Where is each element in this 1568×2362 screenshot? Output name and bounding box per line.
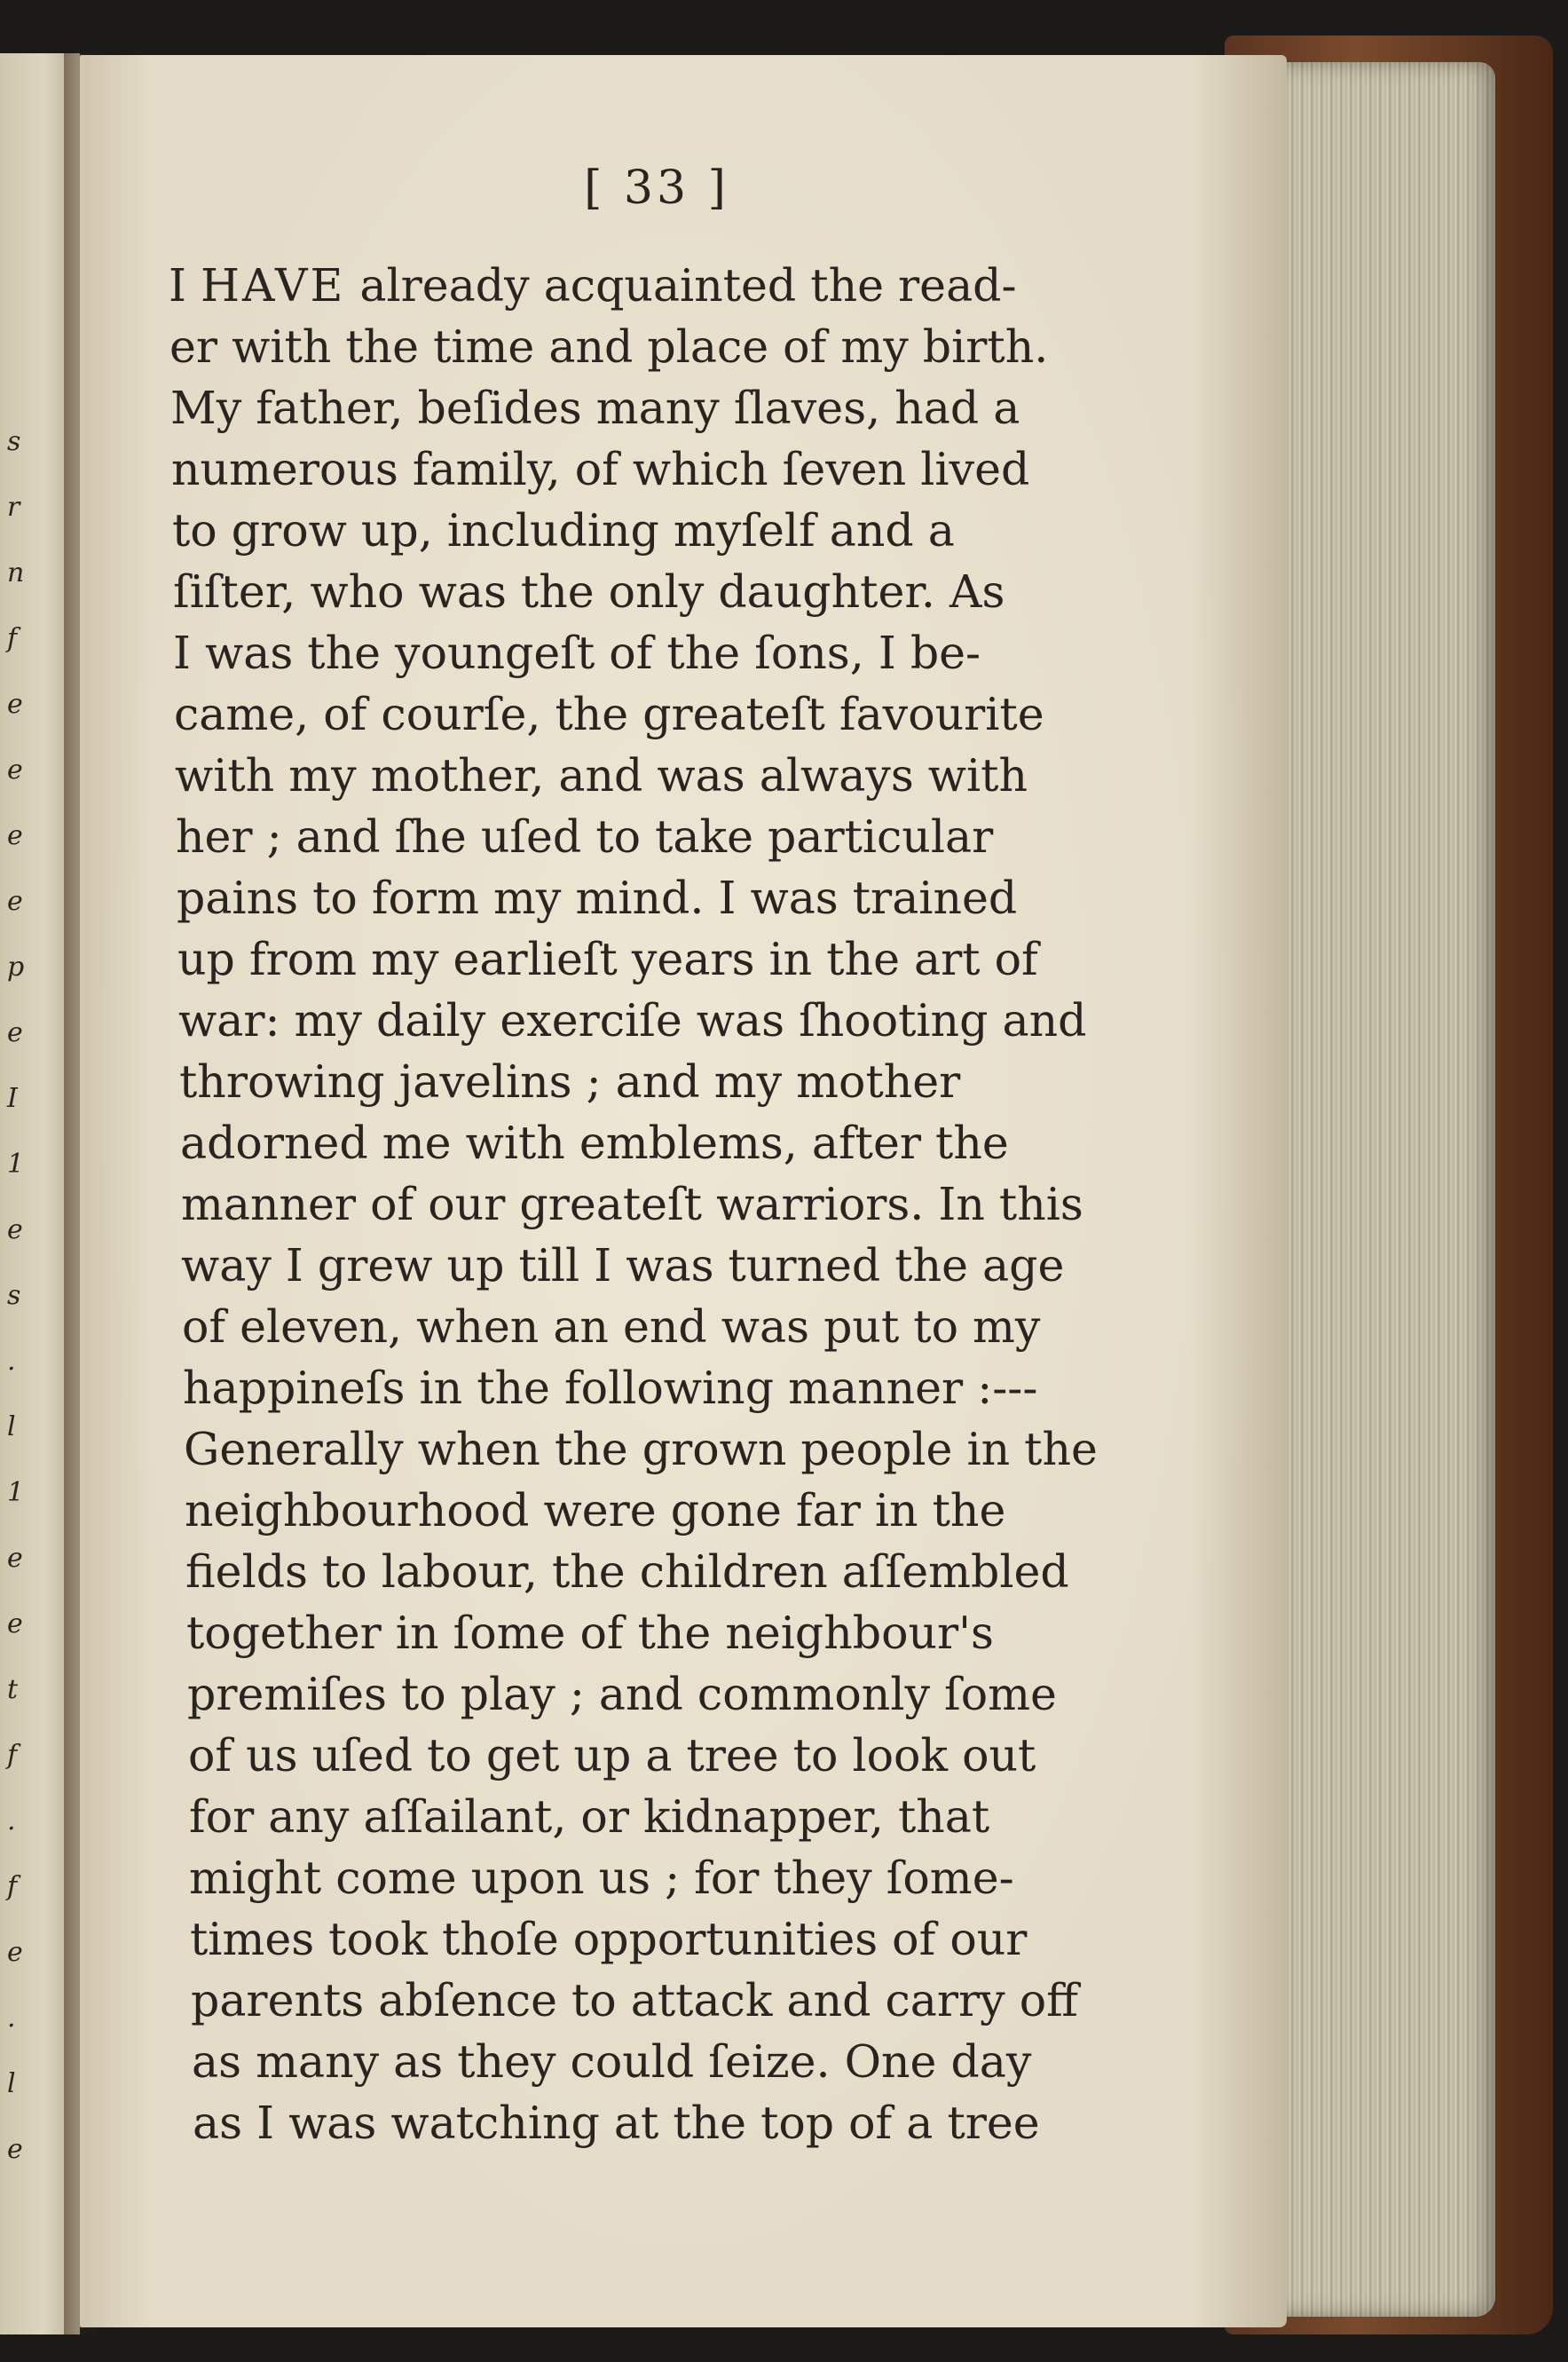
text-line-3: My father, beſides many ſlaves, had a xyxy=(170,382,1020,434)
text-line-13: war: my daily exerciſe was ſhooting and xyxy=(178,994,1087,1047)
text-line-5: to grow up, including myſelf and a xyxy=(172,504,955,557)
facing-page-edge-letter: e xyxy=(7,886,23,917)
facing-page-edge-letter: e xyxy=(7,754,23,786)
text-line-31: as I was watching at the top of a tree xyxy=(193,2097,1040,2149)
page-number: [ 33 ] xyxy=(584,162,729,215)
text-line-26: for any aſſailant, or kidnapper, that xyxy=(189,1790,990,1843)
text-line-22: fields to labour, the children aſſembled xyxy=(185,1545,1069,1598)
right-page xyxy=(80,55,1287,2327)
facing-page-edge-letter: e xyxy=(7,2134,23,2165)
facing-page-edge-letter: e xyxy=(7,820,23,851)
facing-page-edge-letter: . xyxy=(7,1346,16,1377)
page-stack-fore-edge xyxy=(1278,62,1495,2317)
text-line-2: er with the time and place of my birth. xyxy=(169,320,1049,373)
facing-page-edge-letter: l xyxy=(7,2068,16,2099)
facing-page-edge-letter: e xyxy=(7,1543,23,1574)
text-line-12: up from my earlieſt years in the art of xyxy=(177,933,1038,985)
facing-page-edge-letter: f xyxy=(7,1740,18,1771)
opening-initial: I xyxy=(169,259,186,312)
facing-page-edge-letter: 1 xyxy=(7,1477,25,1508)
text-line-10: her ; and ſhe uſed to take particular xyxy=(176,810,994,863)
text-line-8: came, of courſe, the greateſt favourite xyxy=(174,688,1044,740)
facing-page-edge-letter: s xyxy=(7,1280,21,1311)
text-line-28: times took thoſe opportunities of our xyxy=(190,1913,1028,1965)
text-line-1 xyxy=(169,255,1180,316)
facing-page-edge-letter: e xyxy=(7,1214,23,1245)
text-line-18: of eleven, when an end was put to my xyxy=(182,1300,1041,1353)
facing-page-edge-letter: e xyxy=(7,1608,23,1639)
text-line-6: ſiſter, who was the only daughter. As xyxy=(173,565,1005,618)
facing-page-edge-letter: s xyxy=(7,426,21,457)
text-line-14: throwing javelins ; and my mother xyxy=(179,1055,961,1108)
facing-page-edge-letter: p xyxy=(7,952,25,983)
facing-page-edge-letter: 1 xyxy=(7,1149,25,1180)
facing-page-edge-letter: r xyxy=(7,492,20,523)
line-1-rest: already acquainted the read- xyxy=(345,259,1017,312)
page-body-text xyxy=(169,255,1180,2153)
text-line-7: I was the youngeſt of the ſons, I be- xyxy=(173,627,981,679)
text-line-20: Generally when the grown people in the xyxy=(184,1423,1098,1475)
text-line-9: with my mother, and was always with xyxy=(175,749,1028,802)
text-line-19: happineſs in the following manner :--- xyxy=(183,1362,1038,1414)
facing-page-edge-letter: e xyxy=(7,1017,23,1048)
facing-page-edge-letter: e xyxy=(7,689,23,720)
facing-page-edge-letter: e xyxy=(7,1937,23,1968)
text-line-30: as many as they could ſeize. One day xyxy=(192,2035,1032,2088)
text-line-27: might come upon us ; for they ſome- xyxy=(189,1852,1014,1904)
facing-page-edge-letter: n xyxy=(7,557,25,589)
text-line-21: neighbourhood were gone far in the xyxy=(185,1484,1006,1536)
text-line-4: numerous family, of which ſeven lived xyxy=(171,443,1030,495)
text-line-16: manner of our greateſt warriors. In this xyxy=(181,1178,1083,1230)
facing-page-edge-letter: f xyxy=(7,623,18,654)
facing-page-edge-letter: . xyxy=(7,1805,16,1837)
text-line-17: way I grew up till I was turned the age xyxy=(181,1239,1065,1292)
text-line-23: together in ſome of the neighbour's xyxy=(186,1607,994,1659)
facing-page-edge-letter: f xyxy=(7,1871,18,1902)
facing-page-edge-letter: l xyxy=(7,1411,16,1442)
text-line-11: pains to form my mind. I was trained xyxy=(177,872,1018,924)
facing-page-edge-letter: . xyxy=(7,2003,16,2034)
facing-page-edge-letter: I xyxy=(7,1083,18,1114)
text-line-29: parents abſence to attack and carry off xyxy=(191,1974,1079,2026)
opening-small-caps: HAVE xyxy=(201,259,346,312)
text-line-25: of us uſed to get up a tree to look out xyxy=(188,1729,1036,1781)
text-line-24: premiſes to play ; and commonly ſome xyxy=(187,1668,1057,1720)
facing-page-edge-letter: t xyxy=(7,1674,19,1705)
text-line-15: adorned me with emblems, after the xyxy=(180,1117,1009,1169)
